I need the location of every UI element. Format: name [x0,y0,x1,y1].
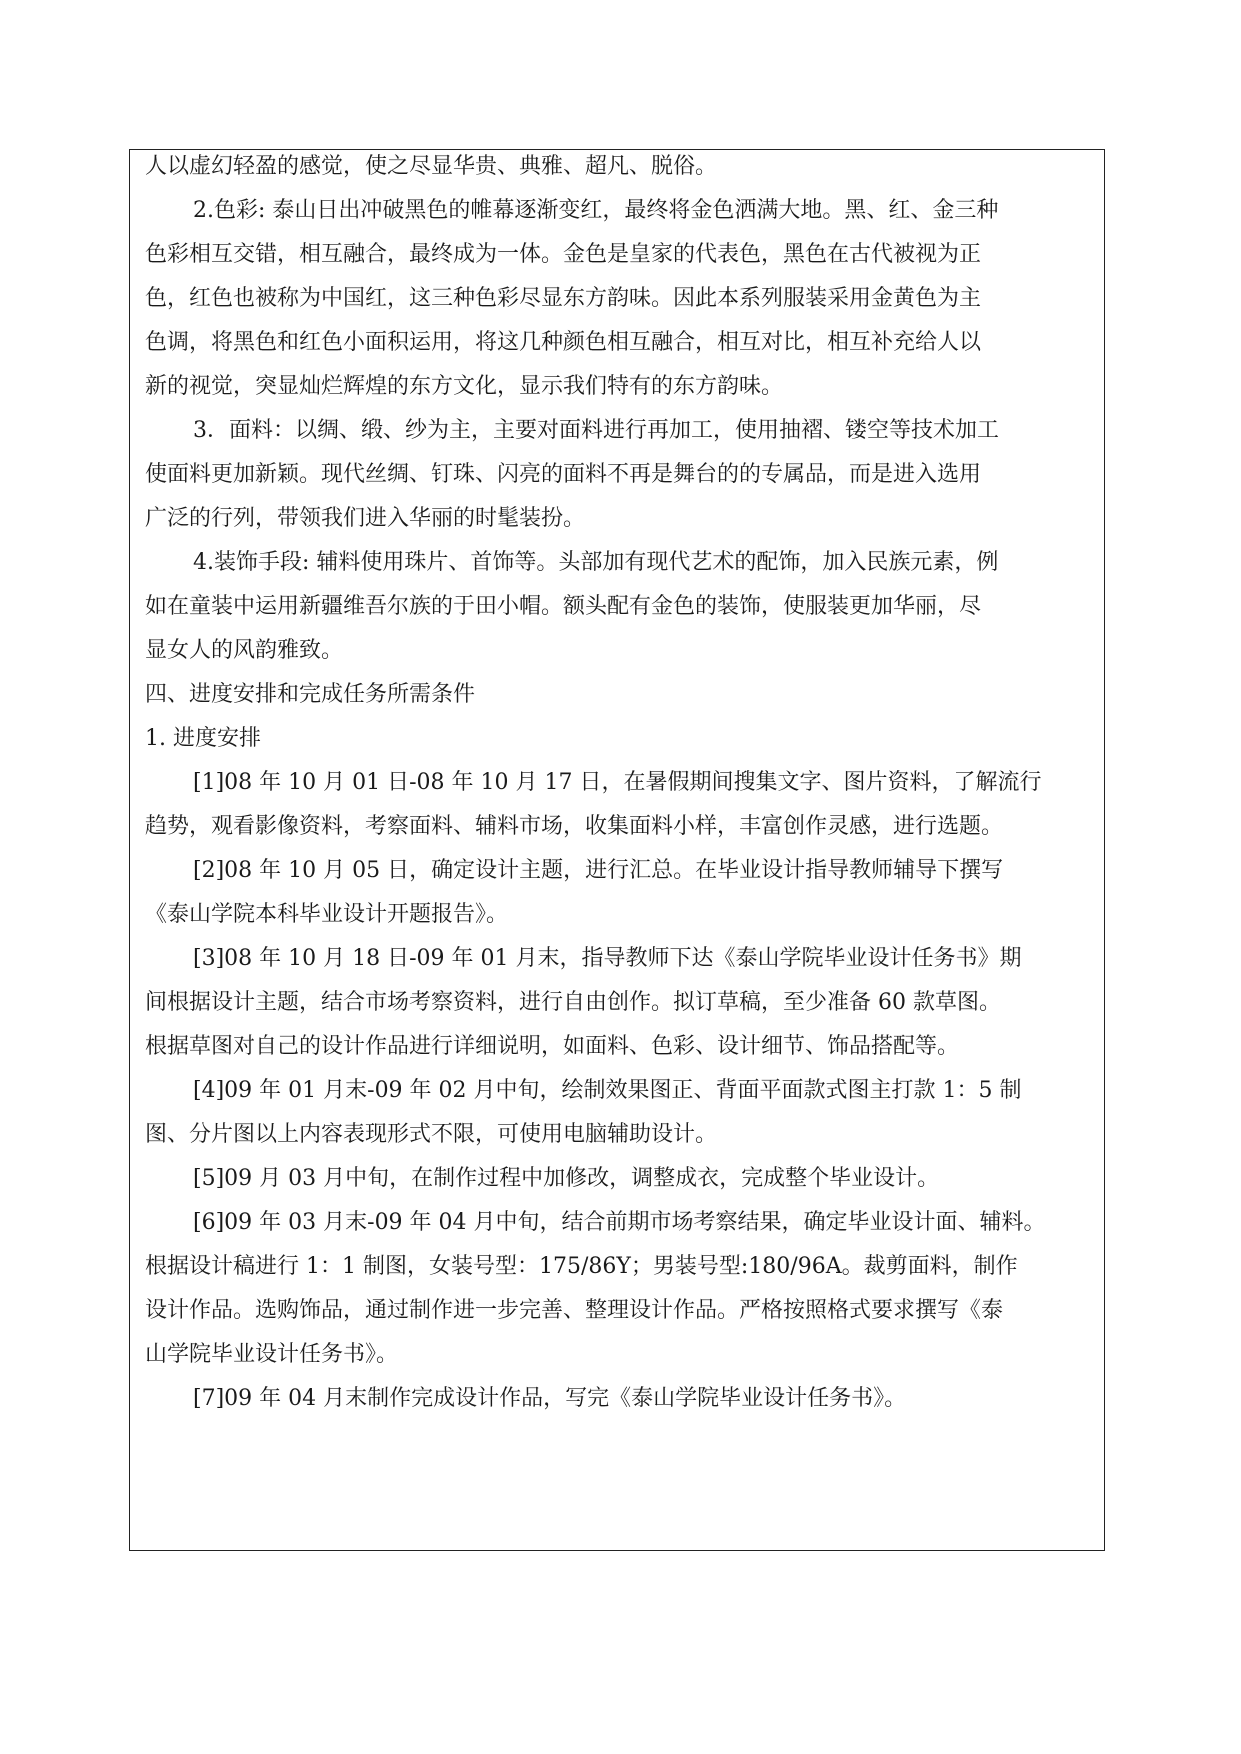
schedule-item: [6]09 年 03 月末-09 年 04 月中旬，结合前期市场考察结果，确定毕业设计面、辅料。 [193,1210,1046,1235]
text-line: 3．面料：以绸、缎、纱为主，主要对面料进行再加工，使用抽褶、镂空等技术加工 [193,418,999,443]
text-line: 趋势，观看影像资料，考察面料、辅料市场，收集面料小样，丰富创作灵感，进行选题。 [145,814,1004,839]
text-line: 显女人的风韵雅致。 [145,638,344,663]
text-line: 色彩相互交错，相互融合，最终成为一体。金色是皇家的代表色，黑色在古代被视为正 [145,242,982,267]
text-line: 人以虚幻轻盈的感觉，使之尽显华贵、典雅、超凡、脱俗。 [145,154,718,179]
schedule-item: [3]08 年 10 月 18 日-09 年 01 月末，指导教师下达《泰山学院毕业设计任务书》期 [193,946,1022,971]
text-line: 2.色彩: 泰山日出冲破黑色的帷幕逐渐变红，最终将金色洒满大地。黑、红、金三种 [193,198,999,223]
subsection-heading: 1. 进度安排 [145,726,261,751]
text-line: 色调，将黑色和红色小面积运用，将这几种颜色相互融合，相互对比，相互补充给人以 [145,330,982,355]
text-line: 山学院毕业设计任务书》。 [145,1342,399,1367]
text-line: 设计作品。选购饰品，通过制作进一步完善、整理设计作品。严格按照格式要求撰写《泰 [145,1298,1004,1323]
text-line: 如在童装中运用新疆维吾尔族的于田小帽。额头配有金色的装饰，使服装更加华丽，尽 [145,594,982,619]
text-line: 《泰山学院本科毕业设计开题报告》。 [145,902,509,927]
schedule-item: [7]09 年 04 月末制作完成设计作品，写完《泰山学院毕业设计任务书》。 [193,1386,907,1411]
text-line: 广泛的行列，带领我们进入华丽的时髦装扮。 [145,506,586,531]
text-line: 根据设计稿进行 1：1 制图，女装号型：175/86Y；男装号型:180/96A。裁剪面料，制作 [145,1254,1018,1279]
text-line: 使面料更加新颖。现代丝绸、钉珠、闪亮的面料不再是舞台的的专属品，而是进入选用 [145,462,982,487]
text-line: 根据草图对自己的设计作品进行详细说明，如面料、色彩、设计细节、饰品搭配等。 [145,1034,960,1059]
text-line: 间根据设计主题，结合市场考察资料，进行自由创作。拟订草稿，至少准备 60 款草图。 [145,990,1001,1015]
schedule-item: [4]09 年 01 月末-09 年 02 月中旬，绘制效果图正、背面平面款式图主打款 1：5 制 [193,1078,1022,1103]
section-heading: 四、进度安排和完成任务所需条件 [145,682,476,707]
schedule-item: [2]08 年 10 月 05 日，确定设计主题，进行汇总。在毕业设计指导教师辅导下撰写 [193,858,1004,883]
text-line: 色，红色也被称为中国红，这三种色彩尽显东方韵味。因此本系列服装采用金黄色为主 [145,286,982,311]
text-line: 图、分片图以上内容表现形式不限，可使用电脑辅助设计。 [145,1122,718,1147]
schedule-item: [5]09 月 03 月中旬，在制作过程中加修改，调整成衣，完成整个毕业设计。 [193,1166,940,1191]
text-line: 4.装饰手段: 辅料使用珠片、首饰等。头部加有现代艺术的配饰，加入民族元素，例 [193,550,999,575]
schedule-item: [1]08 年 10 月 01 日-08 年 10 月 17 日，在暑假期间搜集文字、图片资料，了解流行 [193,770,1042,795]
text-line: 新的视觉，突显灿烂辉煌的东方文化，显示我们特有的东方韵味。 [145,374,784,399]
